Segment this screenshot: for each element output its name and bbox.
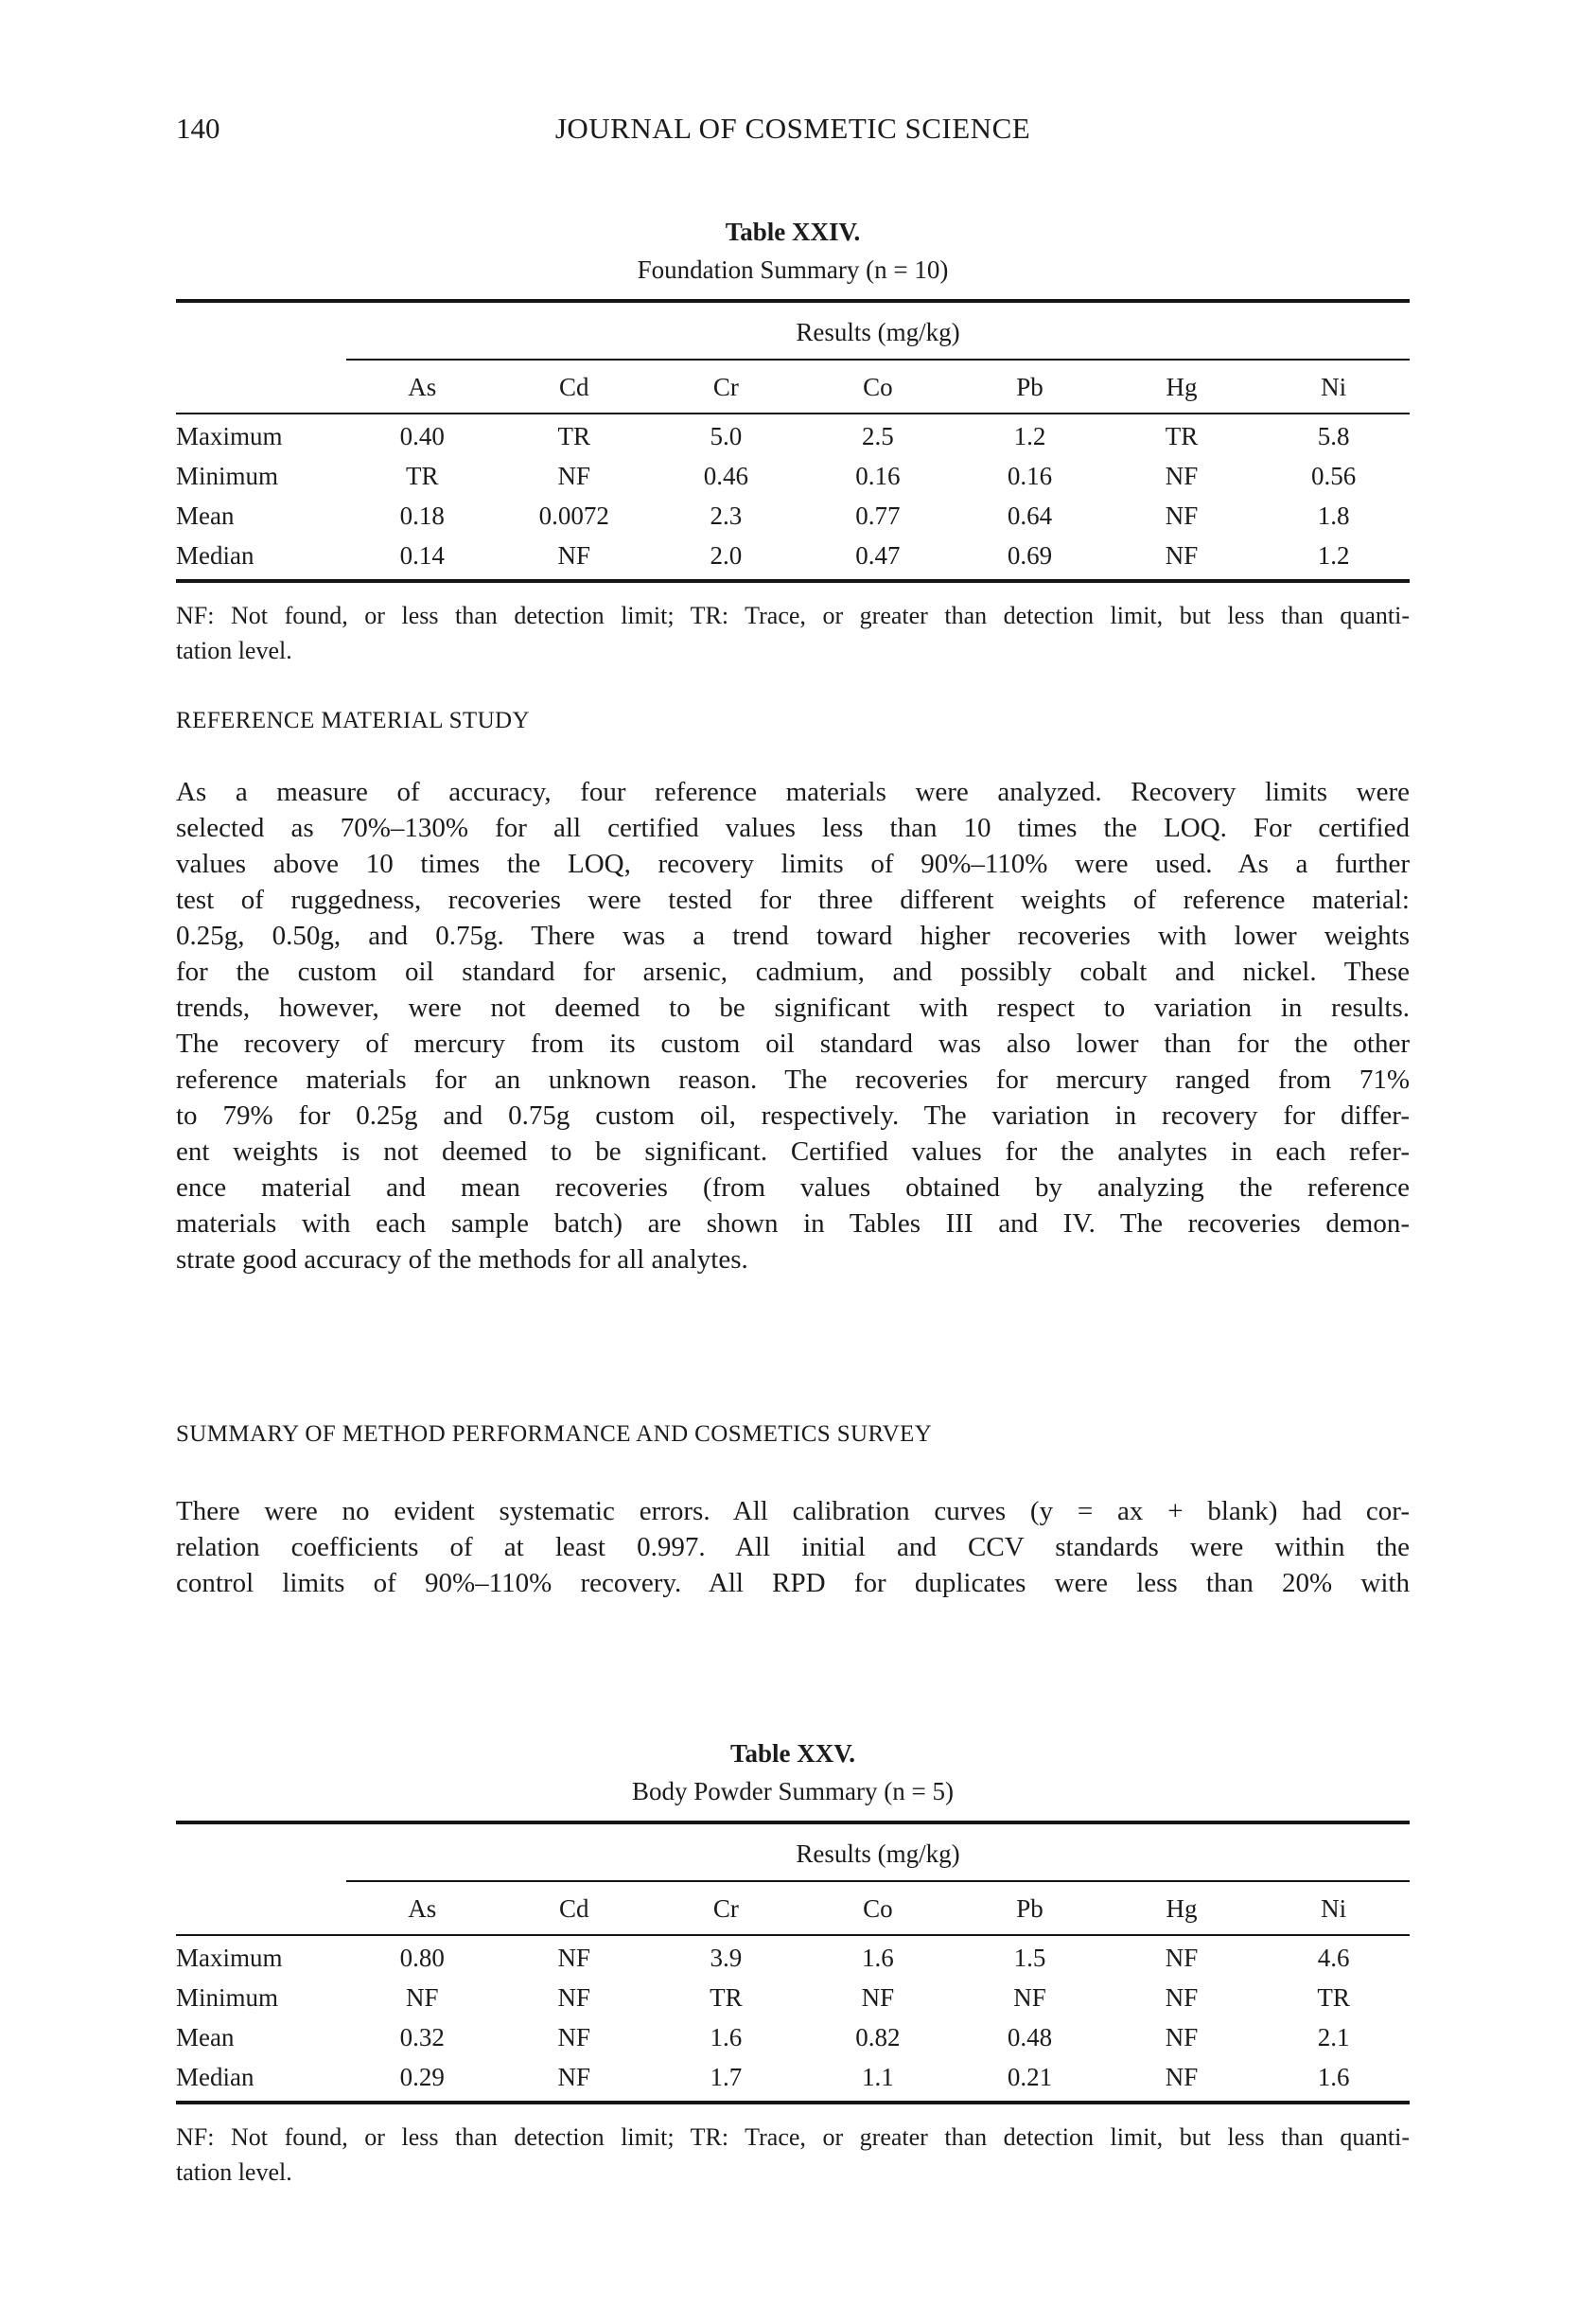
table-cell: 2.5 [862,422,894,450]
table-cell: Maximum [176,422,283,450]
table-footnote-line: NF: Not found, or less than detection limit; TR: Trace, or greater than detection limit, but less than quanti- [176,2123,1410,2151]
table-cell: NF [557,1944,591,1972]
page-number: 140 [176,112,220,145]
table-cell: Median [176,541,254,570]
column-header: As [408,1894,437,1923]
table-cell: 1.6 [862,1944,894,1972]
table-cell: TR [1317,1983,1350,2012]
table-cell: 0.16 [855,462,901,490]
table-cell: Mean [176,2023,235,2051]
column-header: Ni [1321,373,1347,401]
paragraph-line: ence material and mean recoveries (from values obtained by analyzing the reference [176,1172,1410,1203]
table-cell: NF [1165,462,1199,490]
table-cell: 1.8 [1317,502,1350,530]
table-cell: TR [405,462,439,490]
column-header: Cr [712,1894,739,1923]
table-cell: 2.3 [710,502,743,530]
table-cell: 1.5 [1013,1944,1046,1972]
table-cell: NF [557,2063,591,2091]
table-cell: NF [1013,1983,1046,2012]
column-header: Co [863,1894,893,1923]
column-header: Co [863,373,893,401]
table-row [176,416,1410,456]
column-header-row [176,1882,1410,1936]
table-cell: 0.47 [855,541,901,570]
table-bottom-rule [176,579,1410,583]
table-cell: 1.1 [862,2063,894,2091]
table-row [176,456,1410,496]
table-subtitle: Foundation Summary (n = 10) [637,255,949,284]
table-cell: NF [1165,1983,1199,2012]
table-row [176,1938,1410,1978]
column-header: Cr [712,373,739,401]
table-cell: NF [1165,2023,1199,2051]
paragraph-line: As a measure of accuracy, four reference materials were analyzed. Recovery limits were [176,777,1410,807]
table-cell: NF [557,541,591,570]
table-cell: 0.80 [399,1944,445,1972]
table-footnote-line: tation level. [176,637,292,664]
table-cell: 2.1 [1317,2023,1350,2051]
table-cell: 0.46 [703,462,748,490]
column-header: Cd [559,373,589,401]
table-row [176,2017,1410,2057]
table-cell: 1.2 [1013,422,1046,450]
table-footnote [176,598,1410,668]
paragraph-line: 0.25g, 0.50g, and 0.75g. There was a trend toward higher recoveries with lower weights [176,921,1410,951]
column-header: Pb [1016,373,1044,401]
table-cell: NF [405,1983,439,2012]
table-row [176,2057,1410,2097]
column-header: Hg [1166,373,1198,401]
paragraph-line: to 79% for 0.25g and 0.75g custom oil, respectively. The variation in recovery for differ- [176,1100,1410,1131]
table-cell: NF [1165,502,1199,530]
table-cell: Maximum [176,1944,283,1972]
column-header [176,1882,346,1934]
table-cell: 0.82 [855,2023,901,2051]
table-row [176,496,1410,536]
table-cell: 1.2 [1317,541,1350,570]
table-cell: 5.8 [1317,422,1350,450]
paragraph-line: trends, however, were not deemed to be significant with respect to variation in results. [176,993,1410,1023]
paragraph-line: control limits of 90%–110% recovery. All RPD for duplicates were less than 20% with [176,1568,1410,1598]
paragraph-line: The recovery of mercury from its custom oil standard was also lower than for the other [176,1029,1410,1059]
table-cell: Median [176,2063,254,2091]
table-cell: 1.6 [710,2023,743,2051]
table-row [176,1978,1410,2017]
table-cell: NF [557,1983,591,2012]
paragraph-line: reference materials for an unknown reason. The recoveries for mercury ranged from 71% [176,1065,1410,1095]
table-cell: NF [1165,2063,1199,2091]
table-cell: 0.64 [1007,502,1053,530]
table-footnote-line: NF: Not found, or less than detection limit; TR: Trace, or greater than detection limit, but less than quanti- [176,602,1410,629]
table-cell: NF [557,462,591,490]
table-cell: 1.7 [710,2063,743,2091]
paragraph-line: ent weights is not deemed to be significant. Certified values for the analytes in each refer- [176,1136,1410,1167]
table-cell: 3.9 [710,1944,743,1972]
table-cell: Minimum [176,462,279,490]
table-cell: 4.6 [1317,1944,1350,1972]
table-cell: 0.32 [399,2023,445,2051]
table-cell: Mean [176,502,235,530]
table-cell: 0.21 [1007,2063,1053,2091]
table-cell: 0.77 [855,502,901,530]
table-title: Table XXV. [729,1739,856,1768]
section-heading-summary-of-method-performance: SUMMARY OF METHOD PERFORMANCE AND COSMETICS SURVEY [176,1421,933,1447]
table-cell: 0.48 [1007,2023,1053,2051]
table-subtitle: Body Powder Summary (n = 5) [632,1777,954,1805]
table-cell: 0.0072 [538,502,609,530]
table-cell: TR [710,1983,743,2012]
table-cell: 2.0 [710,541,743,570]
table-cell: 0.29 [399,2063,445,2091]
table-cell: 1.6 [1317,2063,1350,2091]
table-body [176,414,1410,579]
table-cell: TR [1165,422,1199,450]
column-header: As [408,373,437,401]
results-header: Results (mg/kg) [346,1824,1410,1882]
table-cell: TR [557,422,591,450]
paragraph-line: test of ruggedness, recoveries were tested for three different weights of reference material: [176,885,1410,915]
table-cell: NF [1165,1944,1199,1972]
table-xxv [176,1737,1410,2190]
column-header: Hg [1166,1894,1198,1923]
table-bottom-rule [176,2101,1410,2104]
table-footnote-line: tation level. [176,2158,292,2186]
journal-title: JOURNAL OF COSMETIC SCIENCE [554,112,1031,145]
table-cell: NF [557,2023,591,2051]
table-title: Table XXIV. [725,218,861,246]
paragraph-line: values above 10 times the LOQ, recovery limits of 90%–110% were used. As a further [176,849,1410,879]
table-footnote [176,2120,1410,2190]
column-header [176,361,346,413]
table-row [176,536,1410,575]
paragraph-line: materials with each sample batch) are shown in Tables III and IV. The recoveries demon- [176,1208,1410,1239]
table-cell: 0.40 [399,422,445,450]
column-header: Cd [559,1894,589,1923]
table-cell: 0.18 [399,502,445,530]
paragraph-reference-material-study [176,774,1410,1277]
paragraph-summary-of-method-performance [176,1493,1410,1601]
column-header: Pb [1016,1894,1044,1923]
paragraph-line: strate good accuracy of the methods for all analytes. [176,1244,748,1275]
table-cell: NF [1165,541,1199,570]
section-heading-reference-material-study: REFERENCE MATERIAL STUDY [176,708,530,733]
paragraph-line: relation coefficients of at least 0.997. All initial and CCV standards were within the [176,1532,1410,1562]
results-header: Results (mg/kg) [346,303,1410,361]
table-cell: Minimum [176,1983,279,2012]
paragraph-line: selected as 70%–130% for all certified values less than 10 times the LOQ. For certified [176,813,1410,843]
column-header-row [176,361,1410,414]
paragraph-line: for the custom oil standard for arsenic, cadmium, and possibly cobalt and nickel. These [176,957,1410,987]
table-cell: 5.0 [710,422,743,450]
table-body [176,1936,1410,2101]
table-cell: 0.16 [1007,462,1053,490]
table-cell: 0.69 [1007,541,1053,570]
table-cell: 0.56 [1310,462,1357,490]
table-xxiv [176,216,1410,668]
page-header [176,112,1410,150]
column-header: Ni [1321,1894,1347,1923]
table-cell: NF [861,1983,895,2012]
table-cell: 0.14 [399,541,445,570]
paragraph-line: There were no evident systematic errors. All calibration curves (y = ax + blank) had cor- [176,1496,1410,1526]
